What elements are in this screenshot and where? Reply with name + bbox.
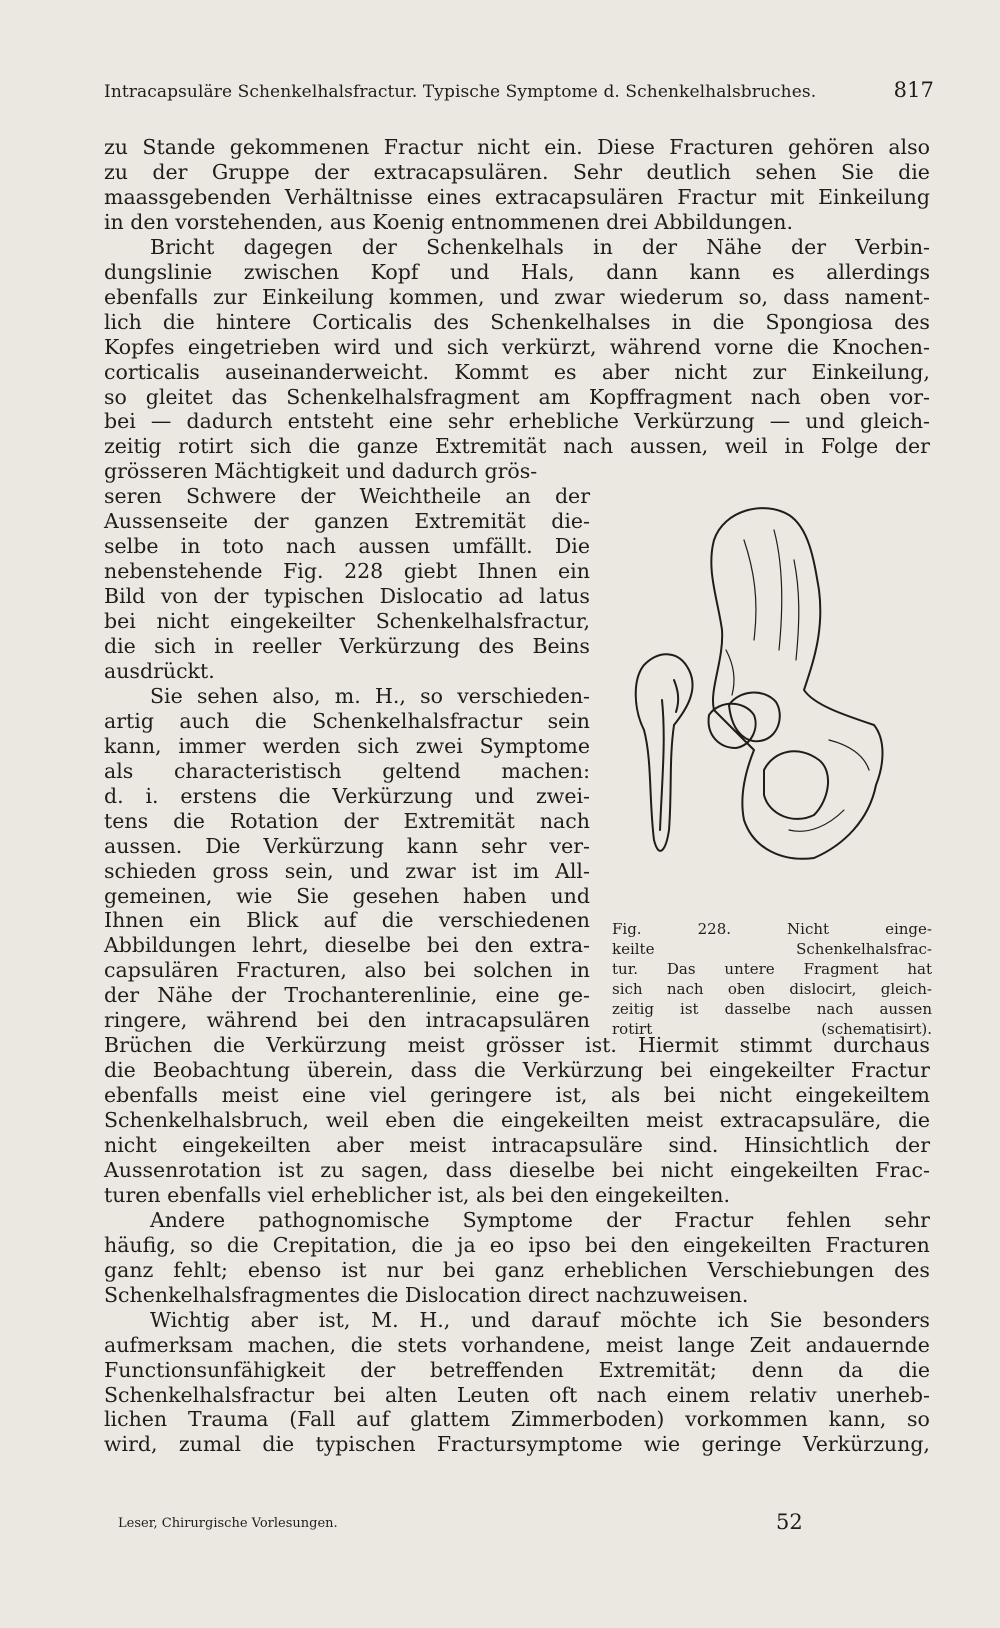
text-line: aufmerksam machen, die stets vorhandene, meist lange Zeit andauernde — [104, 1332, 930, 1357]
caption-line: keilte Schenkelhalsfrac- — [612, 940, 932, 958]
text-line: Schenkelhalsfractur bei alten Leuten oft nach einem relativ unerheb- — [104, 1382, 930, 1407]
text-line: kann, immer werden sich zwei Symptome — [104, 733, 590, 758]
text-line: ebenfalls zur Einkeilung kommen, und zwar wiederum so, dass nament- — [104, 284, 930, 309]
running-header — [104, 78, 934, 108]
text-line: als characteristisch geltend machen: — [104, 758, 590, 783]
text-line: nicht eingekeilten aber meist intracapsuläre sind. Hinsichtlich der — [104, 1133, 930, 1157]
figure-caption — [612, 919, 932, 1039]
caption-line: rotirt (schematisirt). — [612, 1020, 932, 1038]
text-line: capsulären Fracturen, also bei solchen in — [104, 958, 590, 983]
text-line: Aussenseite der ganzen Extremität die- — [104, 509, 590, 534]
page-number: 817 — [893, 78, 934, 102]
text-line: die sich in reeller Verkürzung des Beins — [104, 634, 590, 658]
text-line: Bild von der typischen Dislocatio ad latus — [104, 584, 590, 609]
text-line: nebenstehende Fig. 228 giebt Ihnen ein — [104, 559, 590, 584]
text-line: artig auch die Schenkelhalsfractur sein — [104, 708, 590, 733]
text-line: maassgebenden Verhältnisse eines extracapsulären Fractur mit Einkeilung — [104, 184, 930, 209]
text-line: Bricht dagegen der Schenkelhals in der Nähe der Verbin- — [150, 234, 930, 259]
text-line: Aussenrotation ist zu sagen, dass dieselbe bei nicht eingekeilten Frac- — [104, 1157, 930, 1182]
text-line: tens die Rotation der Extremität nach — [104, 808, 590, 833]
text-line: so gleitet das Schenkelhalsfragment am Kopffragment nach oben vor- — [104, 384, 930, 409]
caption-line: sich nach oben dislocirt, gleich- — [612, 980, 932, 998]
text-line: lichen Trauma (Fall auf glattem Zimmerboden) vorkommen kann, so — [104, 1407, 930, 1432]
text-line: häufig, so die Crepitation, die ja eo ipso bei den eingekeilten Fracturen — [104, 1232, 930, 1257]
text-line: Sie sehen also, m. H., so verschieden- — [150, 683, 590, 708]
text-line: zeitig rotirt sich die ganze Extremität nach aussen, weil in Folge der — [104, 434, 930, 459]
footer-book-title: Leser, Chirurgische Vorlesungen. — [118, 1516, 338, 1531]
text-line: der Nähe der Trochanterenlinie, eine ge- — [104, 983, 590, 1008]
text-line: Abbildungen lehrt, dieselbe bei den extra- — [104, 933, 590, 958]
text-line: selbe in toto nach aussen umfällt. Die — [104, 534, 590, 559]
text-line: ausdrückt. — [104, 658, 215, 683]
text-line: d. i. erstens die Verkürzung und zwei- — [104, 783, 590, 808]
running-title: Intracapsuläre Schenkelhalsfractur. Typische Symptome d. Schenkelhalsbruches. — [104, 82, 817, 102]
text-line: zu Stande gekommenen Fractur nicht ein. Diese Fracturen gehören also — [104, 135, 930, 159]
text-line: die Beobachtung überein, dass die Verkürzung bei eingekeilter Fractur — [104, 1058, 930, 1083]
text-line: Functionsunfähigkeit der betreffenden Extremität; denn da die — [104, 1357, 930, 1382]
text-line: wird, zumal die typischen Fractursymptome wie geringe Verkürzung, — [104, 1432, 930, 1457]
footer-signature-mark: 52 — [776, 1510, 803, 1534]
hip-fracture-illustration — [614, 500, 932, 920]
caption-line: zeitig ist dasselbe nach aussen — [612, 1000, 932, 1018]
text-line: in den vorstehenden, aus Koenig entnommenen drei Abbildungen. — [104, 209, 793, 234]
text-line: bei nicht eingekeilter Schenkelhalsfractur, — [104, 609, 590, 634]
text-line: ringere, während bei den intracapsulären — [104, 1008, 590, 1033]
text-line: schieden gross sein, und zwar ist im All- — [104, 858, 590, 883]
text-line: aussen. Die Verkürzung kann sehr ver- — [104, 833, 590, 858]
text-line: Kopfes eingetrieben wird und sich verkürzt, während vorne die Knochen- — [104, 334, 930, 359]
text-line: ganz fehlt; ebenso ist nur bei ganz erheblichen Verschiebungen des — [104, 1257, 930, 1282]
text-line: turen ebenfalls viel erheblicher ist, als bei den eingekeilten. — [104, 1182, 730, 1207]
text-line: Schenkelhalsfragmentes die Dislocation direct nachzuweisen. — [104, 1282, 749, 1307]
text-line: zu der Gruppe der extracapsulären. Sehr deutlich sehen Sie die — [104, 159, 930, 184]
caption-line: Fig. 228. Nicht einge- — [612, 920, 932, 938]
text-line: dungslinie zwischen Kopf und Hals, dann kann es allerdings — [104, 259, 930, 284]
text-line: gemeinen, wie Sie gesehen haben und — [104, 883, 590, 908]
caption-line: tur. Das untere Fragment hat — [612, 960, 932, 978]
text-line: corticalis auseinanderweicht. Kommt es aber nicht zur Einkeilung, — [104, 359, 930, 384]
text-line: Brüchen die Verkürzung meist grösser ist. Hiermit stimmt durchaus — [104, 1033, 930, 1058]
text-line: Ihnen ein Blick auf die verschiedenen — [104, 908, 590, 933]
text-line: seren Schwere der Weichtheile an der — [104, 484, 590, 509]
text-line: grösseren Mächtigkeit und dadurch grös- — [104, 459, 538, 484]
text-line: ebenfalls meist eine viel geringere ist, als bei nicht eingekeiltem — [104, 1083, 930, 1108]
text-line: Andere pathognomische Symptome der Fractur fehlen sehr — [150, 1207, 930, 1232]
text-line: Schenkelhalsbruch, weil eben die eingekeilten meist extracapsuläre, die — [104, 1108, 930, 1133]
text-line: Wichtig aber ist, M. H., und darauf möchte ich Sie besonders — [150, 1307, 930, 1332]
text-line: lich die hintere Corticalis des Schenkelhalses in die Spongiosa des — [104, 309, 930, 334]
text-line: bei — dadurch entsteht eine sehr erhebliche Verkürzung — und gleich- — [104, 409, 930, 434]
